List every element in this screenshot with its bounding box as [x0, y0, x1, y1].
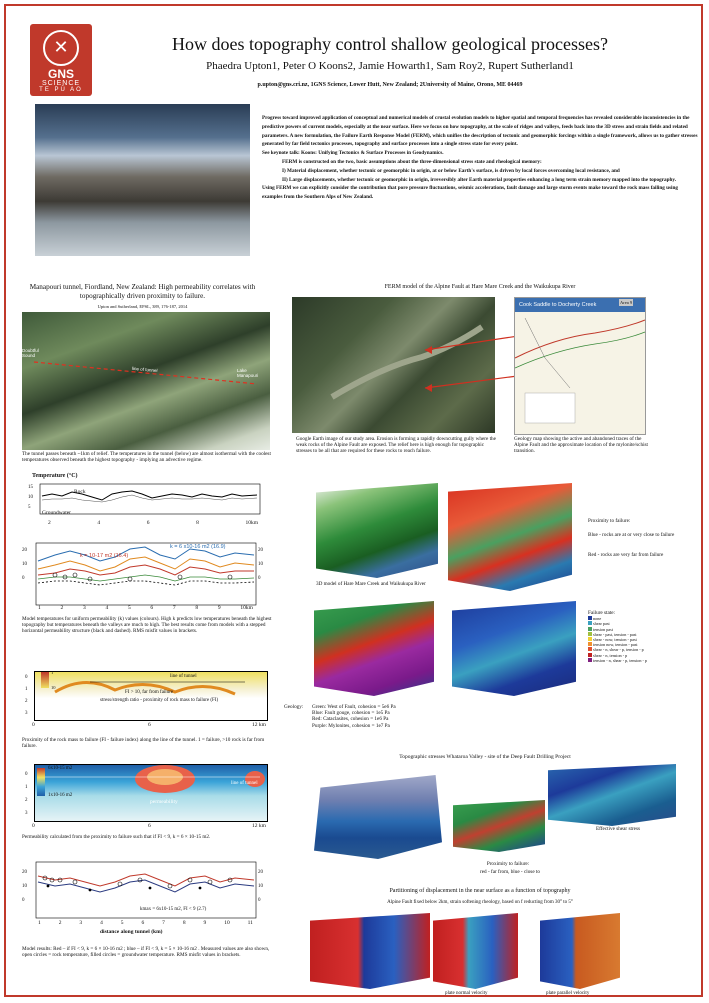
intro-p2: See keynote talk: Koons: Unifying Tectonics & Surface Processes in Geodynamics.	[262, 150, 444, 157]
plate-parallel-label: plate parallel velocity	[546, 991, 590, 996]
fi-overlay	[35, 672, 267, 720]
chart3-x-tick: 11	[247, 920, 253, 926]
perm-x-mid: 6	[148, 823, 151, 829]
plate-normal-label: plate normal velocity	[445, 991, 488, 996]
partition-model-plate-normal	[433, 913, 518, 989]
fi-note-ratio: stress/strength ratio - proximity of rock mass to failure (FI)	[100, 698, 219, 703]
perm-line-of-tunnel: line of tunnel	[231, 781, 258, 786]
perm-x-end: 12 km	[252, 823, 266, 829]
label-lake-manapouri: Lake Manapouri	[237, 368, 259, 378]
intro-text	[262, 114, 698, 202]
model-results-chart	[30, 860, 262, 922]
geomap-lines	[515, 298, 645, 434]
chart2-y-tick: 0	[258, 576, 261, 581]
model-results-caption: Model results: Red – if FI < 9, k = 6 × 10-16 m2 ; blue – if FI < 9, k = 5 × 10-16 m2 . Measured values are also shown, open circles = rock temperature, filled circles = groundwater temperature. RMS misfit values in brackets.	[22, 946, 270, 959]
failure-state-model	[452, 601, 576, 696]
temp-y-tick: 10	[28, 495, 33, 500]
chart2-x-tick: 4	[105, 605, 109, 611]
chart3-y-ticks	[22, 866, 27, 908]
chart2-y-ticks-right	[258, 544, 263, 586]
chart3-y-tick: 10	[22, 884, 27, 889]
chart3-x-tick: 1	[38, 920, 41, 926]
fi-colorbar	[41, 672, 49, 688]
chart2-y-tick: 20	[258, 548, 263, 553]
google-earth-caption: Google Earth image of our study area. Erosion is forming a rapidly downcutting gully where the weak rocks of the Alpine Fault are exposed. The relief here is high enough for topographic stresses to be all that are required for these rocks to reach failure.	[296, 436, 496, 455]
geology-item: Purple: Mylonites, cohesion = 1e7 Pa	[312, 722, 390, 729]
poster-title: How does topography control shallow geological processes?	[172, 34, 608, 54]
chart3-x-tick: 10	[224, 920, 230, 926]
temperature-chart	[32, 482, 267, 522]
failure-state-title: Failure state:	[588, 610, 615, 616]
logo-maori: TE PŪ AO	[39, 87, 83, 93]
chart2-x-tick: 3	[82, 605, 86, 611]
failure-item: shear - n, shear - p, tension - p	[588, 647, 683, 652]
groundwater-series-label: Groundwater	[42, 510, 72, 516]
chart3-y-tick: 20	[22, 870, 27, 875]
fi-note-far: FI > 10, far from failure	[125, 690, 174, 695]
perm-y-tick: 2	[25, 798, 28, 803]
whataroa-proximity-title: Proximity to failure:	[486, 861, 530, 867]
model-temperature-caption: Model temperatures for uniform permeability (k) values (colours). High k predicts low temperatures beneath the highest topography but temperatures beneath the valleys are much to high. The best results come from models with a stepped horizontal permeability structure (black and dashed). RMS misfit values in brackets.	[22, 616, 272, 635]
perm-y-tick: 0	[25, 772, 28, 777]
chart2-x-tick: 5	[127, 605, 131, 611]
chart2-y-tick: 10	[22, 562, 27, 567]
3d-model-hare-mare	[316, 483, 438, 578]
temp-x-tick: 4	[97, 520, 101, 526]
perm-scale-top: 6x10-15 m2	[48, 766, 73, 771]
chart3-x-tick: 2	[58, 920, 62, 926]
chart2-x-tick: 9	[217, 605, 221, 611]
perm-y-tick: 3	[25, 811, 28, 816]
perm-y-ticks	[25, 768, 28, 820]
chart2-x-tick: 10km	[240, 605, 253, 611]
chart3-y-tick: 0	[258, 898, 261, 903]
permeability-label: permeability	[150, 799, 178, 805]
failure-item: tension now, tension - past	[588, 642, 683, 647]
failure-item: none	[588, 616, 683, 621]
geology-item: Red: Cataclasites, cohesion = 1e6 Pa	[312, 716, 389, 723]
chart3-x-tick: 9	[203, 920, 207, 926]
chart3-y-tick: 10	[258, 884, 263, 889]
proximity-red: Red - rocks are very far from failure	[588, 552, 664, 558]
perm-scale-bottom: 1x10-16 m2	[48, 793, 73, 798]
chart3-x-ticks	[38, 920, 253, 926]
chart2-x-tick: 2	[60, 605, 64, 611]
label-line-of-tunnel: line of tunnel	[131, 365, 158, 374]
chart2-x-tick: 7	[172, 605, 176, 611]
proximity-blue: Blue - rocks are at or very close to failure	[588, 532, 675, 538]
chart3-x-label: distance along tunnel (km)	[100, 929, 163, 935]
chart3-x-tick: 4	[100, 920, 103, 926]
fi-x-mid: 6	[148, 722, 151, 728]
temp-y-tick: 15	[28, 485, 33, 490]
effective-shear-stress-model	[548, 764, 676, 826]
geology-label: Geology:	[284, 704, 304, 710]
fi-scale-bottom: 10	[51, 685, 56, 690]
fi-x-start: 0	[32, 722, 35, 728]
chart3-x-tick: 3	[79, 920, 83, 926]
3d-model-caption: 3D model of Hare Mare Creek and Waikukupa River	[316, 581, 426, 587]
chart2-y-ticks	[22, 544, 27, 586]
temp-y-tick: 5	[28, 505, 31, 510]
fi-caption: Proximity of the rock mass to failure (FI - failure index) along the line of the tunnel. 1 = failure, >10 rock is far from failure.	[22, 737, 265, 750]
authors: Phaedra Upton1, Peter O Koons2, Jamie Howarth1, Sam Roy2, Rupert Sutherland1	[206, 60, 574, 72]
temp-x-tick: 8	[196, 520, 199, 526]
geology-item: Green: West of Fault, cohesion = 5e6 Pa	[312, 704, 396, 710]
failure-state-items	[588, 616, 683, 663]
chart2-x-tick: 1	[38, 605, 41, 611]
perm-caption: Permeability calculated from the proximity to failure such that if FI < 9, k = 6 × 10-15 m2.	[22, 834, 211, 840]
temp-x-ticks	[48, 520, 258, 526]
failure-item: shear past	[588, 621, 683, 626]
whataroa-topography-model	[314, 775, 442, 859]
fi-y-tick: 2	[25, 699, 28, 704]
perm-colorbar	[37, 768, 45, 796]
fi-y-tick: 0	[25, 675, 28, 680]
chart2-x-tick: 6	[150, 605, 154, 611]
proximity-to-failure-model	[448, 483, 572, 591]
chart3-y-tick: 20	[258, 870, 263, 875]
chart2-y-tick: 10	[258, 562, 263, 567]
failure-state-legend	[588, 610, 683, 663]
temp-x-tick: 6	[146, 520, 150, 526]
model-temperature-chart	[30, 541, 262, 609]
partition-heading: Partitioning of displacement in the near surface as a function of topography	[389, 888, 571, 894]
chart2-x-ticks	[38, 605, 253, 611]
fi-y-ticks	[25, 672, 28, 720]
partition-model-1	[310, 913, 430, 989]
manapouri-heading: Manapouri tunnel, Fiordland, New Zealand: High permeability correlates with topographically driven proximity to failure.	[29, 283, 256, 300]
whataroa-proximity-model	[453, 800, 545, 852]
perm-x-start: 0	[32, 823, 35, 829]
chart3-x-tick: 6	[141, 920, 145, 926]
temp-x-tick: 2	[48, 520, 51, 526]
intro-p6: Using FERM we can explicitly consider the contribution that pore pressure fluctuations, seismic accelerations, fault damage and large storm events make toward the rock mass failing using examples from the Southern Alps of New Zealand.	[262, 185, 678, 201]
geomap-title: Cook Saddle to Docherty Creek	[515, 298, 645, 312]
chart3-kmax-label: kmax = 6x10-15 m2, FI < 9 (2.7)	[140, 907, 207, 912]
legend-k-high: k = 6 x10-16 m2 (16.9)	[170, 544, 226, 550]
proximity-title: Proximity to failure:	[588, 518, 631, 524]
temp-x-tick: 10km	[245, 520, 258, 526]
rock-series-label: Rock	[74, 489, 86, 495]
intro-p4: I) Material displacement, whether tectonic or geomorphic in origin, at or below Earth's surface, is driven by local forces overcoming local resistance, and	[282, 167, 620, 174]
logo-sub: SCIENCE	[41, 80, 81, 87]
geology-map	[514, 297, 646, 435]
legend-k-low: k = 10-17 m2 (16.4)	[80, 553, 129, 559]
whataroa-heading: Topographic stresses Whataroa Valley - site of the Deep Fault Drilling Project	[399, 754, 571, 760]
manapouri-reference: Upton and Sutherland, EPSL, 389, 176-187, 2014	[97, 304, 188, 309]
chart3-x-tick: 8	[182, 920, 186, 926]
intro-p1: Progress toward improved application of conceptual and numerical models of crustal evolution models to higher spatial and temporal frequencies has revealed considerable inconsistencies in the predictive powers of current models, especially at the near surface. Here we focus on how topography, at the scale of ridges and valleys, feeds back into the 3D stress and strain fields and related parameters. A new formulation, the Failure Earth Response Model (FERM), which unifies the description of tectonic and geomorphic forcings within a single framework, allows us to gather stresses generated by far field tectonics processes, topography and surface processes into a single stress state for every point.	[262, 115, 698, 148]
chart3-x-tick: 5	[120, 920, 124, 926]
label-doubtful-sound: Doubtful Sound	[22, 348, 39, 358]
failure-item: shear - past, tension - past	[588, 632, 683, 637]
temp-y-ticks	[28, 483, 33, 513]
chart2-x-tick: 8	[195, 605, 199, 611]
geology-item: Blue: Fault gouge, cohesion = 1e5 Pa	[312, 710, 390, 717]
failure-item: tension - n, shear - p, tension - p	[588, 658, 683, 663]
gns-emblem-icon: ✕	[43, 30, 79, 66]
chart2-y-tick: 20	[22, 548, 27, 553]
perm-y-tick: 1	[25, 785, 28, 790]
logo-name: GNS	[47, 67, 74, 81]
fi-line-of-tunnel: line of tunnel	[170, 674, 197, 679]
chart3-x-tick: 7	[162, 920, 165, 926]
glacier-photo	[35, 104, 250, 256]
tunnel-caption: The tunnel passes beneath ~1km of relief. The temperatures in the tunnel (below) are almost isothermal with the coolest temperatures observed beneath the highest topography - implying an advective regime.	[22, 451, 271, 464]
chart3-y-tick: 0	[22, 898, 25, 903]
geomap-area: Area 9	[620, 300, 633, 305]
geology-legend	[312, 704, 462, 729]
chart3-y-ticks-right	[258, 866, 263, 908]
failure-index-section	[34, 671, 268, 721]
whataroa-proximity-text: red - far from, blue - close to	[480, 869, 540, 875]
fi-x-end: 12 km	[252, 722, 266, 728]
fi-y-tick: 3	[25, 711, 28, 716]
intro-p5: II) Large displacements, whether tectonic or geomorphic in origin, irreversibly alter Earth material properties enhancing a long term strain memory mapped into the topography.	[282, 176, 677, 183]
affiliations: p.upton@gns.cri.nz, 1GNS Science, Lower Hutt, New Zealand; 2University of Maine, Orono, ME 04469	[257, 82, 523, 88]
partition-subheading: Alpine Fault fixed below 2km, strain softening rheology, based on f reducting from 30° to 5°	[387, 900, 573, 905]
chart2-y-tick: 0	[22, 576, 25, 581]
gns-logo	[30, 24, 92, 96]
failure-item: shear - now, tension - past	[588, 637, 683, 642]
intro-p3: FERM is constructed on the two, basic assumptions about the three-dimensional stress state and rheological memory:	[282, 158, 542, 165]
tunnel-line-overlay	[22, 312, 270, 450]
fi-y-tick: 1	[25, 687, 28, 692]
geology-model	[314, 601, 434, 696]
partition-model-plate-parallel	[540, 913, 620, 989]
fiordland-satellite-image	[22, 312, 270, 450]
geology-map-caption: Geology map showing the active and abandoned traces of the Alpine Fault and the approximate location of the mylonite/schist transition.	[514, 436, 648, 455]
ferm-heading: FERM model of the Alpine Fault at Hare Mare Creek and the Waikukupa River	[384, 284, 576, 290]
shear-stress-label: Effective shear stress	[596, 826, 640, 832]
fi-scale-top: 1	[51, 670, 54, 675]
temperature-label: Temperature (°C)	[32, 473, 78, 479]
failure-item: tension past	[588, 627, 683, 632]
failure-item: shear - n, tension - p	[588, 653, 683, 658]
